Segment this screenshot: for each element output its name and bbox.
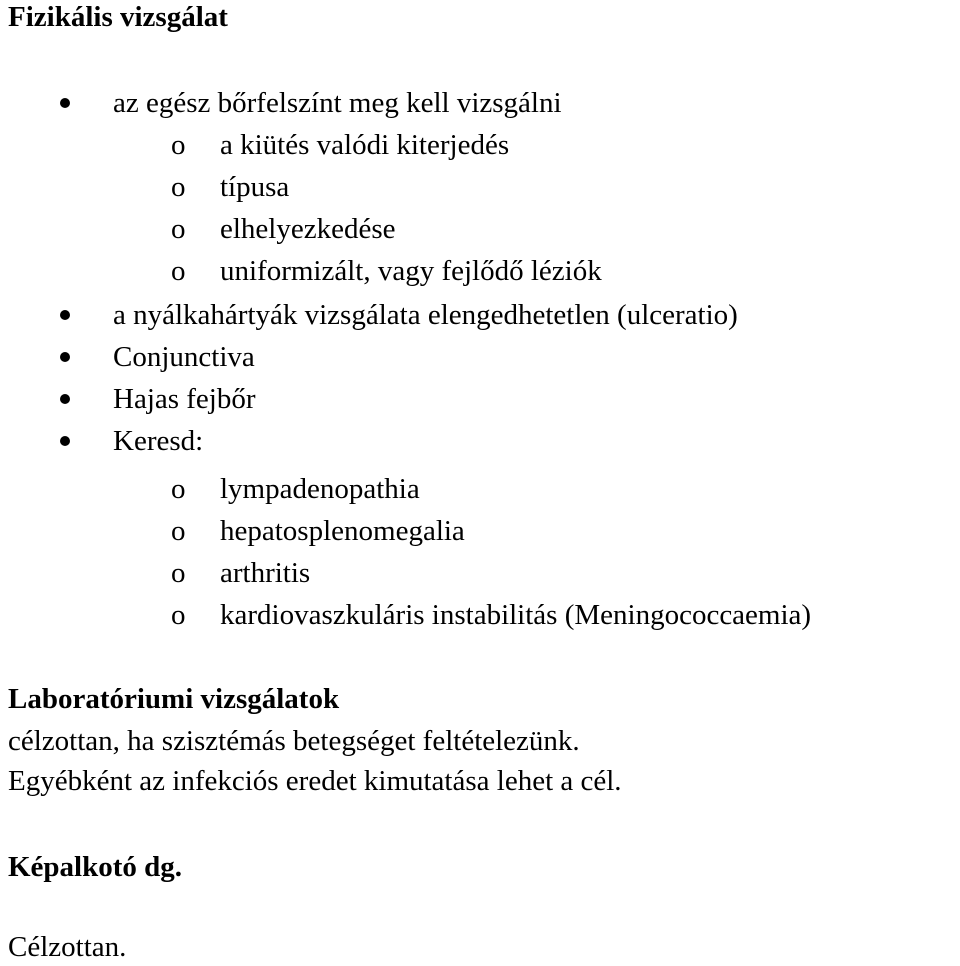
paragraph-line: Egyébként az infekciós eredet kimutatása lehet a cél. [8, 765, 622, 797]
bullet-icon [60, 394, 70, 404]
sub-list-item: lympadenopathia [220, 473, 420, 505]
sub-bullet-icon: o [171, 255, 186, 287]
sub-list-item: típusa [220, 171, 290, 203]
list-item: Keresd: [113, 425, 204, 457]
bullet-icon [60, 98, 70, 108]
sub-list-item: elhelyezkedése [220, 213, 396, 245]
sub-bullet-icon: o [171, 599, 186, 631]
sub-list-item: hepatosplenomegalia [220, 515, 465, 547]
sub-list-item: arthritis [220, 557, 311, 589]
sub-list-item: uniformizált, vagy fejlődő léziók [220, 255, 602, 287]
sub-bullet-icon: o [171, 213, 186, 245]
sub-bullet-icon: o [171, 557, 186, 589]
sub-bullet-icon: o [171, 473, 186, 505]
list-item: Hajas fejbőr [113, 383, 256, 415]
paragraph-line: Célzottan. [8, 931, 127, 963]
heading-physical-exam: Fizikális vizsgálat [8, 1, 228, 33]
sub-list-item: kardiovaszkuláris instabilitás (Meningococcaemia) [220, 599, 812, 631]
sub-bullet-icon: o [171, 129, 186, 161]
heading-imaging: Képalkotó dg. [8, 851, 183, 883]
bullet-icon [60, 310, 70, 320]
sub-bullet-icon: o [171, 515, 186, 547]
heading-lab-tests: Laboratóriumi vizsgálatok [8, 683, 340, 715]
sub-bullet-icon: o [171, 171, 186, 203]
list-item: Conjunctiva [113, 341, 255, 373]
list-item: az egész bőrfelszínt meg kell vizsgálni [113, 87, 562, 119]
bullet-icon [60, 352, 70, 362]
list-item: a nyálkahártyák vizsgálata elengedhetetlen (ulceratio) [113, 299, 738, 331]
paragraph-line: célzottan, ha szisztémás betegséget feltételezünk. [8, 725, 580, 757]
sub-list-item: a kiütés valódi kiterjedés [220, 129, 510, 161]
bullet-icon [60, 436, 70, 446]
